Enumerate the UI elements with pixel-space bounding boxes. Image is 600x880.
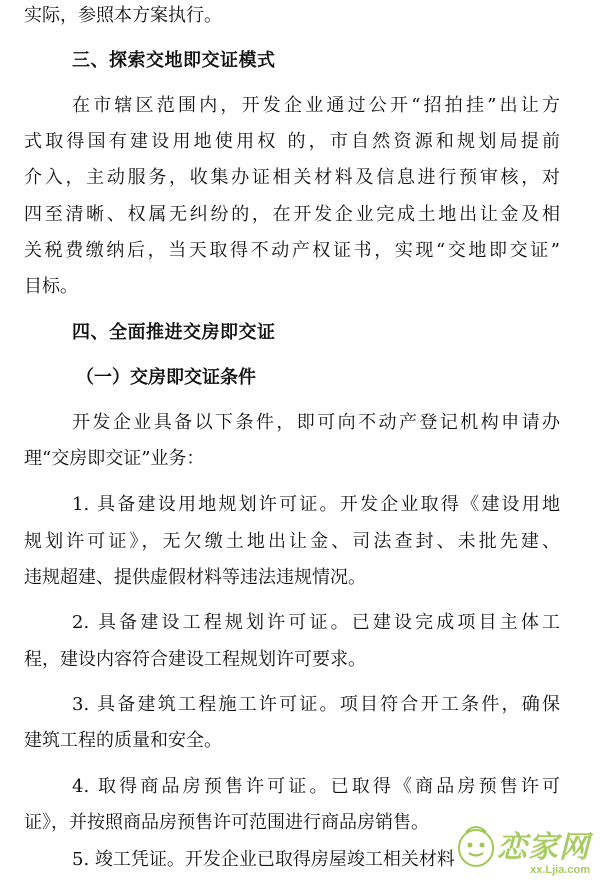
list-item-1 bbox=[0, 566, 600, 590]
list-item-5 bbox=[0, 848, 600, 872]
paragraph-line bbox=[0, 411, 600, 435]
list-item-4 bbox=[0, 811, 600, 835]
paragraph-line-text: 在市辖区范围内，开发企业通过公开“招拍挂”出让方 bbox=[72, 95, 560, 116]
section-heading-4 bbox=[0, 321, 600, 345]
paragraph-line bbox=[0, 203, 600, 227]
section-heading-4-text: 四、全面推进交房即交证 bbox=[72, 322, 276, 343]
list-item-2-line-1: 2. 具备建设工程规划许可证。已建设完成项目主体工 bbox=[72, 612, 560, 633]
paragraph-line-text: 开发企业具备以下条件，即可向不动产登记机构申请办 bbox=[72, 412, 560, 433]
paragraph-line bbox=[0, 275, 600, 299]
list-item-3-line-1: 3. 具备建筑工程施工许可证。项目符合开工条件，确保 bbox=[72, 694, 560, 715]
paragraph-line-text: 介入，主动服务，收集办证相关材料及信息进行预审核，对 bbox=[24, 167, 560, 188]
list-item-4-line-1: 4. 取得商品房预售许可证。已取得《商品房预售许可 bbox=[72, 776, 560, 797]
list-item-2-line-2: 程，建设内容符合建设工程规划许可要求。 bbox=[24, 649, 366, 670]
paragraph-line-text: 理“交房即交证”业务： bbox=[24, 448, 205, 469]
paragraph-line bbox=[0, 239, 600, 263]
text-line-1-content: 实际，参照本方案执行。 bbox=[24, 5, 222, 26]
list-item-4 bbox=[0, 775, 600, 799]
list-item-3 bbox=[0, 729, 600, 753]
list-item-1 bbox=[0, 493, 600, 517]
section-heading-3-text: 三、探索交地即交证模式 bbox=[72, 50, 276, 71]
list-item-2 bbox=[0, 648, 600, 672]
list-item-3 bbox=[0, 693, 600, 717]
list-item-1-line-2: 规划许可证》，无欠缴土地出让金、司法查封、未批先建、 bbox=[24, 531, 560, 552]
paragraph-line bbox=[0, 166, 600, 190]
paragraph-line-text: 式取得国有建设用地使用权 的，市自然资源和规划局提前 bbox=[24, 131, 560, 152]
paragraph-line bbox=[0, 130, 600, 154]
section-heading-3 bbox=[0, 49, 600, 73]
watermark-url: xx.Ljia.com bbox=[530, 864, 590, 876]
list-item-1-line-3: 违规超建、提供虚假材料等违法违规情况。 bbox=[24, 567, 366, 588]
list-item-2 bbox=[0, 611, 600, 635]
paragraph-line-text: 目标。 bbox=[24, 276, 78, 297]
paragraph-line-text: 关税费缴纳后，当天取得不动产权证书，实现“交地即交证” bbox=[24, 240, 560, 261]
list-item-4-line-2: 证》，并按照商品房预售许可范围进行商品房销售。 bbox=[24, 812, 429, 833]
list-item-3-line-2: 建筑工程的质量和安全。 bbox=[24, 730, 222, 751]
subsection-heading-1 bbox=[0, 366, 600, 390]
list-item-1 bbox=[0, 530, 600, 554]
paragraph-line bbox=[0, 94, 600, 118]
list-item-1-line-1: 1. 具备建设用地规划许可证。开发企业取得《建设用地 bbox=[72, 494, 560, 515]
paragraph-line bbox=[0, 447, 600, 471]
watermark-logo: 恋家网 bbox=[497, 831, 590, 864]
paragraph-line-text: 四至清晰、权属无纠纷的，在开发企业完成土地出让金及相 bbox=[24, 204, 560, 225]
subsection-heading-1-text: （一）交房即交证条件 bbox=[76, 367, 256, 388]
text-line-1 bbox=[0, 4, 600, 28]
list-item-5-line-1: 5. 竣工凭证。开发企业已取得房屋竣工相关材料 bbox=[72, 849, 455, 870]
